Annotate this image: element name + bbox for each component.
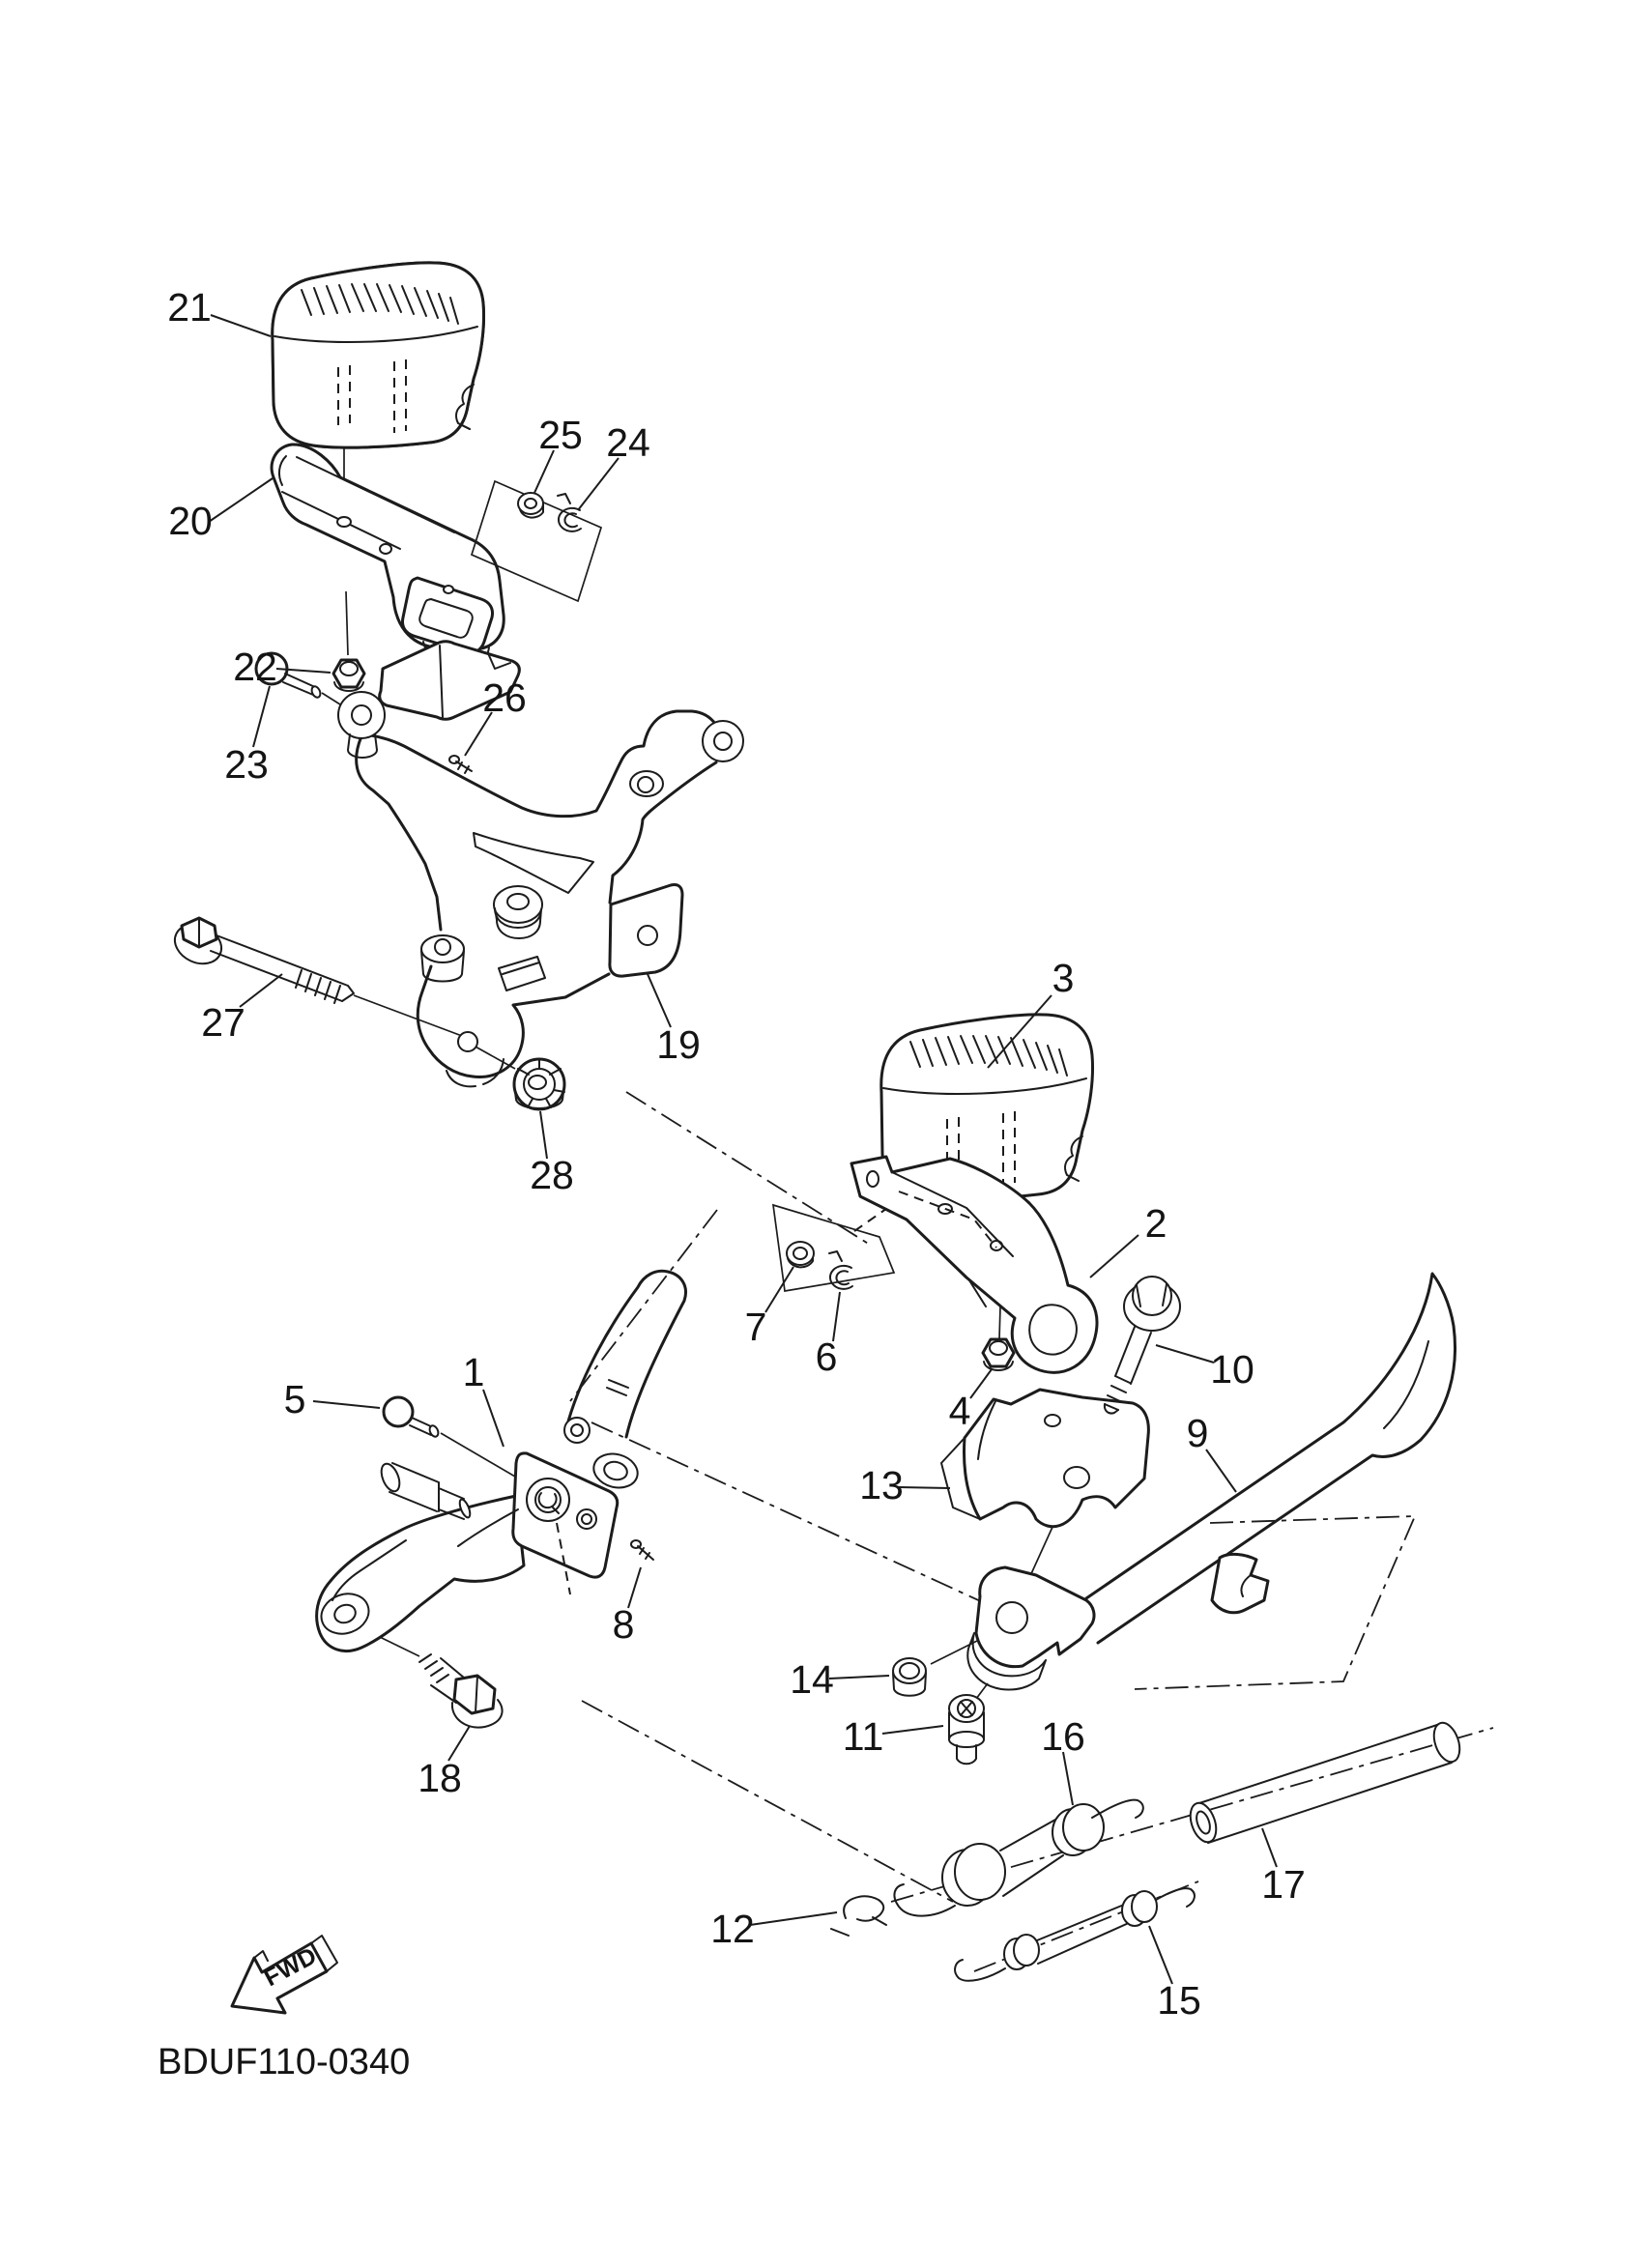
callout-leader-line [578, 458, 619, 510]
callout-20 [168, 478, 273, 543]
callout-number: 11 [842, 1714, 884, 1759]
callout-number: 16 [1041, 1714, 1085, 1759]
callout-11 [843, 1714, 943, 1759]
nut-22 [333, 660, 364, 691]
tube-17 [1186, 1719, 1464, 1846]
callout-1 [463, 1350, 504, 1447]
footrest-arm-2 [851, 1157, 1097, 1372]
callout-number: 13 [859, 1463, 904, 1507]
callout-number: 5 [283, 1377, 306, 1421]
callout-leader-line [970, 1369, 992, 1398]
callout-leader-line [1262, 1828, 1277, 1867]
callout-number: 18 [418, 1756, 462, 1800]
callout-19 [648, 974, 701, 1067]
callouts-layer [167, 285, 1306, 2023]
callout-leader-line [1090, 1235, 1139, 1278]
clip-12 [831, 1896, 886, 1936]
callout-number: 20 [168, 499, 213, 543]
bolt-18 [419, 1654, 503, 1728]
footrest-pad-21 [273, 263, 484, 447]
callout-number: 2 [1144, 1201, 1167, 1246]
callout-number: 14 [790, 1657, 834, 1702]
callout-number: 25 [538, 413, 583, 457]
diagram-code: BDUF110-0340 [158, 2042, 411, 2082]
fwd-label: FWD [259, 1941, 322, 1993]
callout-leader-line [750, 1912, 837, 1925]
nut-4 [983, 1339, 1014, 1370]
callout-2 [1090, 1201, 1167, 1278]
spring-16 [894, 1800, 1142, 1916]
footrest-arm-20 [272, 445, 504, 663]
nut-28 [514, 1059, 564, 1109]
callout-leader-line [483, 1390, 504, 1447]
callout-leader-line [1063, 1752, 1073, 1805]
callout-10 [1156, 1345, 1254, 1392]
callout-leader-line [209, 478, 273, 522]
callout-16 [1041, 1714, 1085, 1805]
callout-leader-line [313, 1401, 380, 1408]
callout-number: 21 [167, 285, 212, 330]
callout-number: 1 [462, 1350, 485, 1394]
callout-number: 6 [815, 1335, 838, 1379]
callout-5 [284, 1377, 380, 1421]
callout-number: 23 [224, 742, 269, 787]
callout-number: 17 [1261, 1862, 1306, 1907]
callout-24 [578, 420, 650, 510]
callout-leader-line [1156, 1345, 1214, 1363]
callout-number: 10 [1210, 1347, 1254, 1392]
callout-12 [710, 1907, 837, 1951]
callout-14 [790, 1657, 889, 1702]
callout-13 [859, 1463, 950, 1507]
callout-number: 12 [710, 1907, 755, 1951]
pivot-bolt-11 [949, 1695, 984, 1764]
screw-26 [449, 756, 472, 773]
callout-17 [1261, 1828, 1306, 1907]
pin-5 [384, 1397, 440, 1438]
callout-leader-line [253, 686, 270, 747]
callout-18 [418, 1726, 470, 1800]
callout-number: 28 [530, 1153, 574, 1197]
callout-number: 4 [948, 1389, 971, 1433]
spring-15 [955, 1888, 1195, 1981]
callout-number: 3 [1052, 956, 1075, 1000]
bolt-10 [1105, 1277, 1180, 1414]
callout-28 [530, 1111, 574, 1197]
collar-25 [518, 493, 543, 518]
screw-8 [631, 1540, 653, 1560]
stand-bracket-1 [316, 1271, 686, 1651]
collar-14 [893, 1658, 926, 1696]
callout-leader-line [240, 974, 282, 1007]
callout-number: 7 [744, 1305, 767, 1349]
callout-leader-line [540, 1111, 547, 1159]
callout-number: 9 [1186, 1411, 1209, 1455]
callout-leader-line [829, 1676, 889, 1679]
callout-number: 26 [482, 675, 527, 720]
callout-leader-line [882, 1726, 943, 1734]
callout-15 [1149, 1926, 1201, 2023]
callout-leader-line [1206, 1450, 1236, 1492]
fwd-arrow-icon [232, 1936, 337, 2013]
clip-24 [558, 494, 581, 531]
callout-6 [816, 1292, 840, 1379]
callout-number: 24 [606, 420, 650, 465]
callout-leader-line [648, 974, 671, 1027]
callout-number: 27 [201, 1000, 245, 1045]
callout-27 [201, 974, 282, 1045]
callout-21 [167, 285, 271, 336]
callout-leader-line [211, 315, 271, 336]
clip-6 [829, 1251, 852, 1289]
bracket-19 [338, 642, 743, 1087]
callout-8 [613, 1567, 641, 1647]
callout-number: 19 [656, 1022, 701, 1067]
collar-7 [787, 1242, 814, 1267]
callout-number: 15 [1157, 1978, 1201, 2023]
callout-25 [534, 413, 583, 493]
callout-number: 22 [233, 645, 277, 689]
callout-leader-line [899, 1487, 950, 1488]
callout-number: 8 [612, 1602, 635, 1647]
callout-leader-line [1149, 1926, 1172, 1984]
callout-23 [224, 686, 270, 787]
callout-7 [745, 1267, 793, 1349]
callout-9 [1187, 1411, 1236, 1492]
